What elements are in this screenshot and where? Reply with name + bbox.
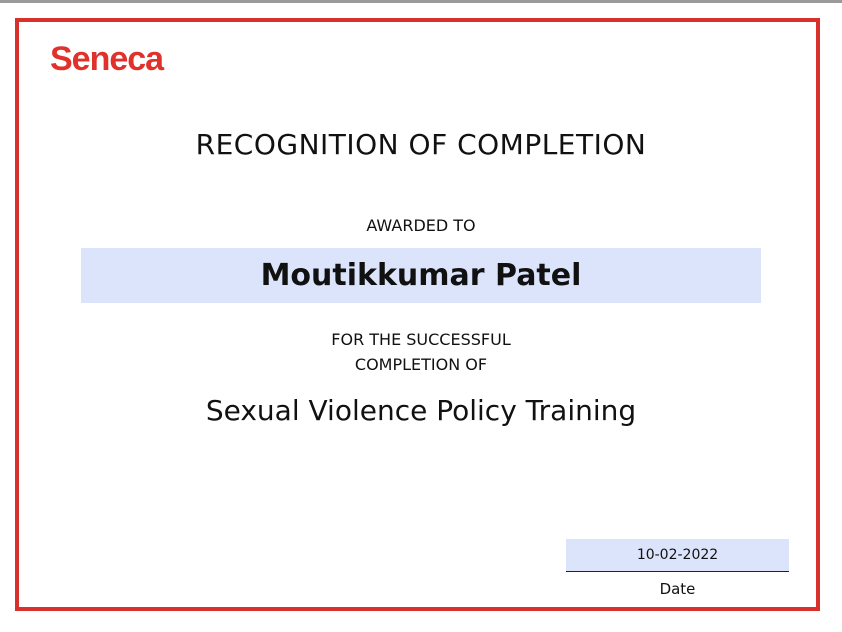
date-value: 10-02-2022 <box>636 547 719 563</box>
certificate-title: RECOGNITION OF COMPLETION <box>195 128 647 161</box>
completion-text-line-1: FOR THE SUCCESSFUL <box>331 330 511 349</box>
top-divider <box>0 0 842 3</box>
awarded-to-label: AWARDED TO <box>366 216 476 235</box>
seneca-logo: Seneca <box>50 40 164 78</box>
certificate-frame <box>15 18 820 611</box>
course-name: Sexual Violence Policy Training <box>205 394 637 427</box>
date-value-box <box>566 539 789 572</box>
recipient-name-band <box>81 248 761 303</box>
date-label: Date <box>659 580 696 598</box>
recipient-name: Moutikkumar Patel <box>260 258 582 293</box>
completion-text-line-2: COMPLETION OF <box>354 355 488 374</box>
